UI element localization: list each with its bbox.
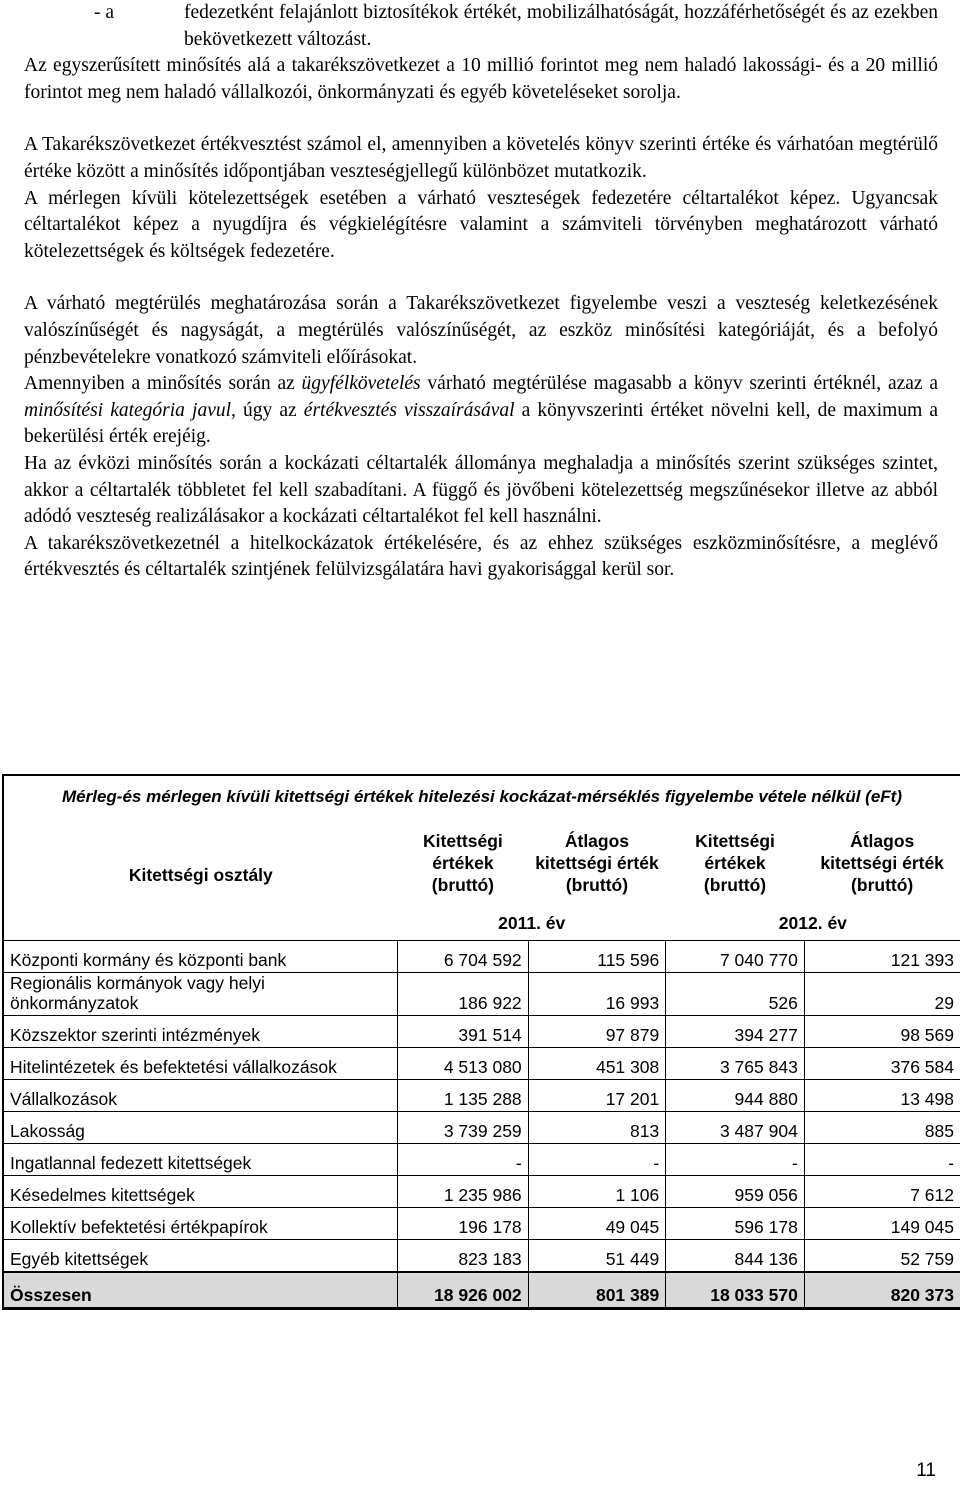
value-cell: 813 bbox=[528, 1112, 666, 1144]
row-label: Lakosság bbox=[4, 1112, 398, 1144]
value-cell: 959 056 bbox=[666, 1176, 805, 1208]
row-label: Ingatlannal fedezett kitettségek bbox=[4, 1144, 398, 1176]
table-row bbox=[4, 1080, 960, 1112]
exposure-table bbox=[4, 776, 960, 1308]
value-cell: - bbox=[666, 1144, 805, 1176]
value-cell: 823 183 bbox=[398, 1240, 529, 1273]
year-header-2012: 2012. év bbox=[778, 913, 847, 933]
paragraph-simplified-rating: Az egyszerűsített minősítés alá a takarékszövetkezet a 10 millió forintot meg nem haladó lakossági- és a 20 millió forintot meg nem haladó vállalkozói, önkormányzati és egyéb követeléseket sorolja. bbox=[24, 55, 938, 103]
text-span: a könyvszerinti értéket növelni kell, de maximum a bekerülési érték erejéig. bbox=[24, 399, 938, 448]
value-cell: 52 759 bbox=[804, 1240, 960, 1273]
column-header-avg-2012: Átlagos kitettségi érték (bruttó) bbox=[820, 831, 944, 895]
text-span: Amennyiben a minősítés során az bbox=[24, 373, 302, 395]
table-row bbox=[4, 973, 960, 1016]
value-cell: 391 514 bbox=[398, 1016, 529, 1048]
value-cell: 844 136 bbox=[666, 1240, 805, 1273]
value-cell: - bbox=[398, 1144, 529, 1176]
value-cell: 7 612 bbox=[804, 1176, 960, 1208]
document-body bbox=[24, 0, 938, 584]
row-label: Vállalkozások bbox=[4, 1080, 398, 1112]
value-cell: 4 513 080 bbox=[398, 1048, 529, 1080]
value-cell: 13 498 bbox=[804, 1080, 960, 1112]
table-row-total bbox=[4, 1272, 960, 1308]
value-cell: 16 993 bbox=[528, 973, 666, 1016]
exposure-table-frame bbox=[2, 774, 960, 1310]
value-cell: 3 487 904 bbox=[666, 1112, 805, 1144]
value-cell: 885 bbox=[804, 1112, 960, 1144]
table-row bbox=[4, 1112, 960, 1144]
italic-span: értékvesztés visszaírásával bbox=[303, 399, 515, 421]
text-span: úgy az bbox=[235, 399, 304, 421]
value-cell: 376 584 bbox=[804, 1048, 960, 1080]
value-cell: 6 704 592 bbox=[398, 941, 529, 973]
value-cell: - bbox=[804, 1144, 960, 1176]
column-header-avg-2011: Átlagos kitettségi érték (bruttó) bbox=[535, 831, 659, 895]
value-cell: 526 bbox=[666, 973, 805, 1016]
row-label: Központi kormány és központi bank bbox=[4, 941, 398, 973]
table-row bbox=[4, 1048, 960, 1080]
paragraph-expected-recovery: A várható megtérülés meghatározása során a Takarékszövetkezet figyelembe veszi a veszteség keletkezésének valószínűségét és nagyságát, a megtérülés valószínűségét, az eszköz minősítési kategóriáját, és a befolyó pénzbevételekre vonatkozó számviteli előírásokat. bbox=[24, 293, 938, 368]
paragraph-monthly-review: A takarékszövetkezetnél a hitelkockázatok értékelésére, és az ehhez szükséges eszközminősítésre, a meglévő értékvesztés és céltartalék szintjének felülvizsgálatára havi gyakorisággal kerül sor. bbox=[24, 532, 938, 581]
table-row bbox=[4, 1176, 960, 1208]
total-label: Összesen bbox=[4, 1272, 398, 1308]
total-cell: 18 033 570 bbox=[666, 1272, 805, 1308]
total-cell: 18 926 002 bbox=[398, 1272, 529, 1308]
bullet-text: fedezetként felajánlott biztosítékok értékét, mobilizálhatóságát, hozzáférhetőségét és az ezekben bekövetkezett változást. bbox=[184, 2, 938, 50]
value-cell: 115 596 bbox=[528, 941, 666, 973]
page-number: 11 bbox=[916, 1460, 936, 1481]
column-header-exposure-2011: Kitettségi értékek (bruttó) bbox=[423, 831, 503, 895]
bullet-dash: - a bbox=[94, 2, 115, 23]
value-cell: 944 880 bbox=[666, 1080, 805, 1112]
table-row bbox=[4, 941, 960, 973]
value-cell: 1 235 986 bbox=[398, 1176, 529, 1208]
table-title: Mérleg-és mérlegen kívüli kitettségi értékek hitelezési kockázat-mérséklés figyelembe vétele nélkül (eFt) bbox=[62, 787, 902, 806]
value-cell: 49 045 bbox=[528, 1208, 666, 1240]
text-span: várható megtérülése magasabb a könyv szerinti értéknél, azaz a bbox=[420, 373, 938, 395]
paragraph-impairment: A Takarékszövetkezet értékvesztést számol el, amennyiben a követelés könyv szerinti értéke és várhatóan megtérülő értéke között a minősítés időpontjában veszteségjellegű különbözet mutatkozik. bbox=[24, 134, 938, 182]
value-cell: 1 135 288 bbox=[398, 1080, 529, 1112]
value-cell: 7 040 770 bbox=[666, 941, 805, 973]
row-label: Közszektor szerinti intézmények bbox=[4, 1016, 398, 1048]
italic-span: minősítési kategória javul, bbox=[24, 399, 236, 421]
table-row bbox=[4, 1240, 960, 1273]
value-cell: 3 765 843 bbox=[666, 1048, 805, 1080]
value-cell: 97 879 bbox=[528, 1016, 666, 1048]
value-cell: 149 045 bbox=[804, 1208, 960, 1240]
table-row bbox=[4, 1016, 960, 1048]
row-label: Regionális kormányok vagy helyi önkormányzatok bbox=[4, 973, 398, 1016]
total-cell: 801 389 bbox=[528, 1272, 666, 1308]
total-cell: 820 373 bbox=[804, 1272, 960, 1308]
value-cell: 17 201 bbox=[528, 1080, 666, 1112]
value-cell: 121 393 bbox=[804, 941, 960, 973]
value-cell: 596 178 bbox=[666, 1208, 805, 1240]
table-row bbox=[4, 1144, 960, 1176]
value-cell: 1 106 bbox=[528, 1176, 666, 1208]
value-cell: 3 739 259 bbox=[398, 1112, 529, 1144]
year-header-2011: 2011. év bbox=[498, 913, 566, 933]
row-label: Késedelmes kitettségek bbox=[4, 1176, 398, 1208]
bullet-item bbox=[94, 0, 938, 53]
value-cell: 394 277 bbox=[666, 1016, 805, 1048]
table-row bbox=[4, 1208, 960, 1240]
paragraph-reversal bbox=[24, 371, 938, 451]
row-label: Egyéb kitettségek bbox=[4, 1240, 398, 1273]
value-cell: 186 922 bbox=[398, 973, 529, 1016]
column-header-exposure-2012: Kitettségi értékek (bruttó) bbox=[695, 831, 775, 895]
value-cell: 29 bbox=[804, 973, 960, 1016]
column-header-class: Kitettségi osztály bbox=[128, 865, 273, 885]
table-body bbox=[4, 941, 960, 1273]
value-cell: 451 308 bbox=[528, 1048, 666, 1080]
row-label: Hitelintézetek és befektetési vállalkozások bbox=[4, 1048, 398, 1080]
value-cell: - bbox=[528, 1144, 666, 1176]
value-cell: 51 449 bbox=[528, 1240, 666, 1273]
row-label: Kollektív befektetési értékpapírok bbox=[4, 1208, 398, 1240]
value-cell: 98 569 bbox=[804, 1016, 960, 1048]
italic-span: ügyfélkövetelés bbox=[301, 373, 421, 395]
paragraph-release: Ha az évközi minősítés során a kockázati céltartalék állománya meghaladja a minősítés szerint szükséges szintet, akkor a céltartalék többletet fel kell szabadítani. A függő és jövőbeni kötelezettség megszűnésekor illetve az abból adódó veszteség realizálásakor a kockázati céltartalékot fel kell használni. bbox=[24, 452, 938, 528]
paragraph-provisions: A mérlegen kívüli kötelezettségek esetében a várható veszteségek fedezetére céltartalékot képez. Ugyancsak céltartalékot képez a nyugdíjra és végkielégítésre valamint a számviteli törvényben meghatározott várható kötelezettségek és költségek fedezetére. bbox=[24, 187, 938, 262]
value-cell: 196 178 bbox=[398, 1208, 529, 1240]
